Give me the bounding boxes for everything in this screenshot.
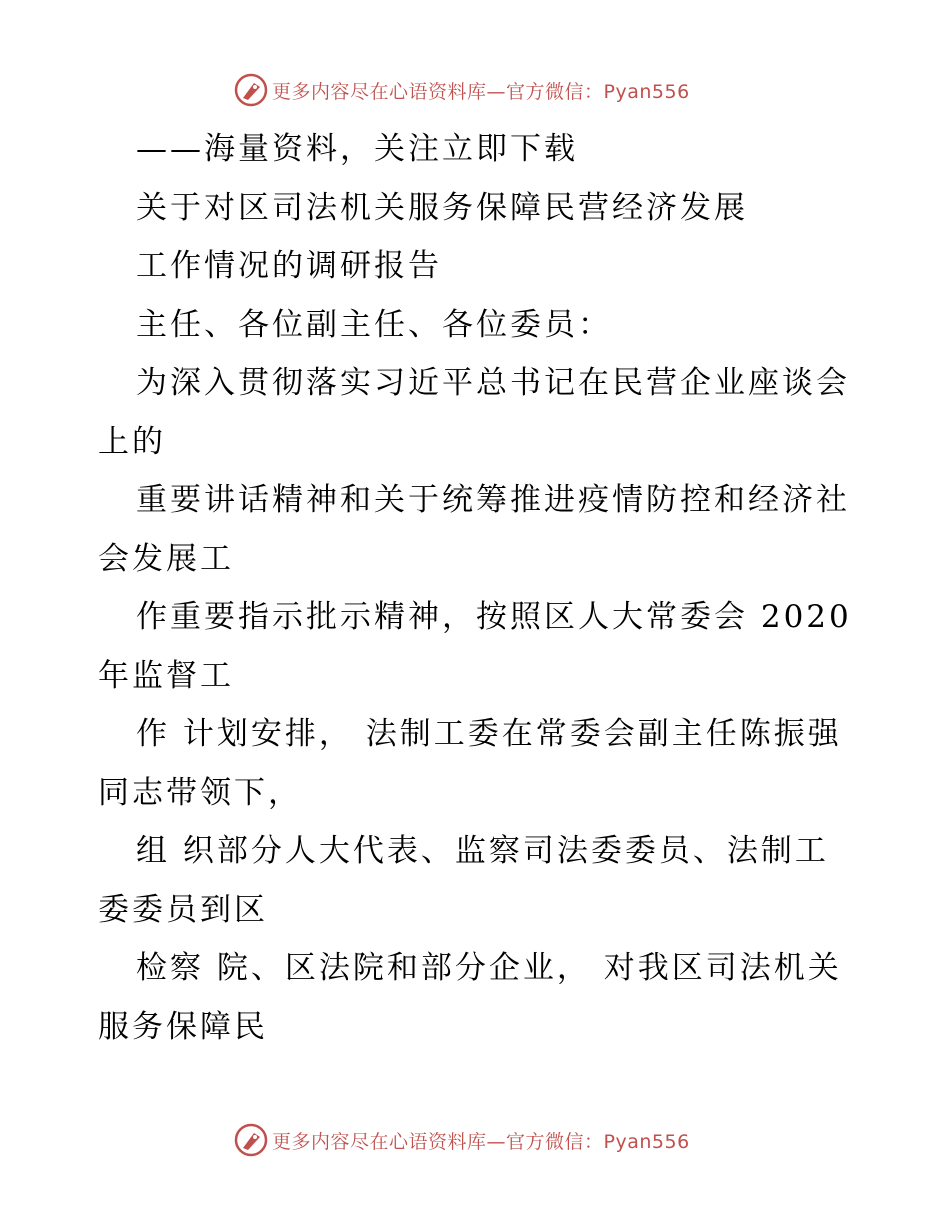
text-line: 作重要指示批示精神，按照区人大常委会 2020 [136,599,852,635]
text-line: 为深入贯彻落实习近平总书记在民营企业座谈会 [136,365,850,401]
text-line: 上的 [98,423,166,460]
watermark-text: 更多内容尽在心语资料库—官方微信：Pyan556 [272,80,690,103]
pen-nib-logo-icon [234,1123,268,1157]
text-line: 检察 院、区法院和部分企业， 对我区司法机关 [136,950,842,986]
text-line: 年监督工 [98,657,234,694]
text-line: 重要讲话精神和关于统筹推进疫情防控和经济社 [136,482,850,518]
text-line: 主任、各位副主任、各位委员： [136,306,612,343]
text-line: ——海量资料，关注立即下载 [136,131,578,167]
header-watermark [234,70,714,110]
text-line: 委委员到区 [98,891,268,928]
text-line: 会发展工 [98,540,234,577]
text-line: 关于对区司法机关服务保障民营经济发展 [136,189,748,226]
text-line: 组 织部分人大代表、监察司法委委员、法制工 [136,833,829,869]
text-line: 服务保障民 [98,1008,268,1045]
text-line: 工作情况的调研报告 [136,248,442,284]
text-line: 同志带领下， [98,774,302,811]
watermark-text: 更多内容尽在心语资料库—官方微信：Pyan556 [272,1130,690,1153]
footer-watermark [234,1120,714,1160]
text-line: 作 计划安排， 法制工委在常委会副主任陈振强 [136,716,842,752]
document-body [98,120,868,1056]
pen-nib-logo-icon [234,73,268,107]
